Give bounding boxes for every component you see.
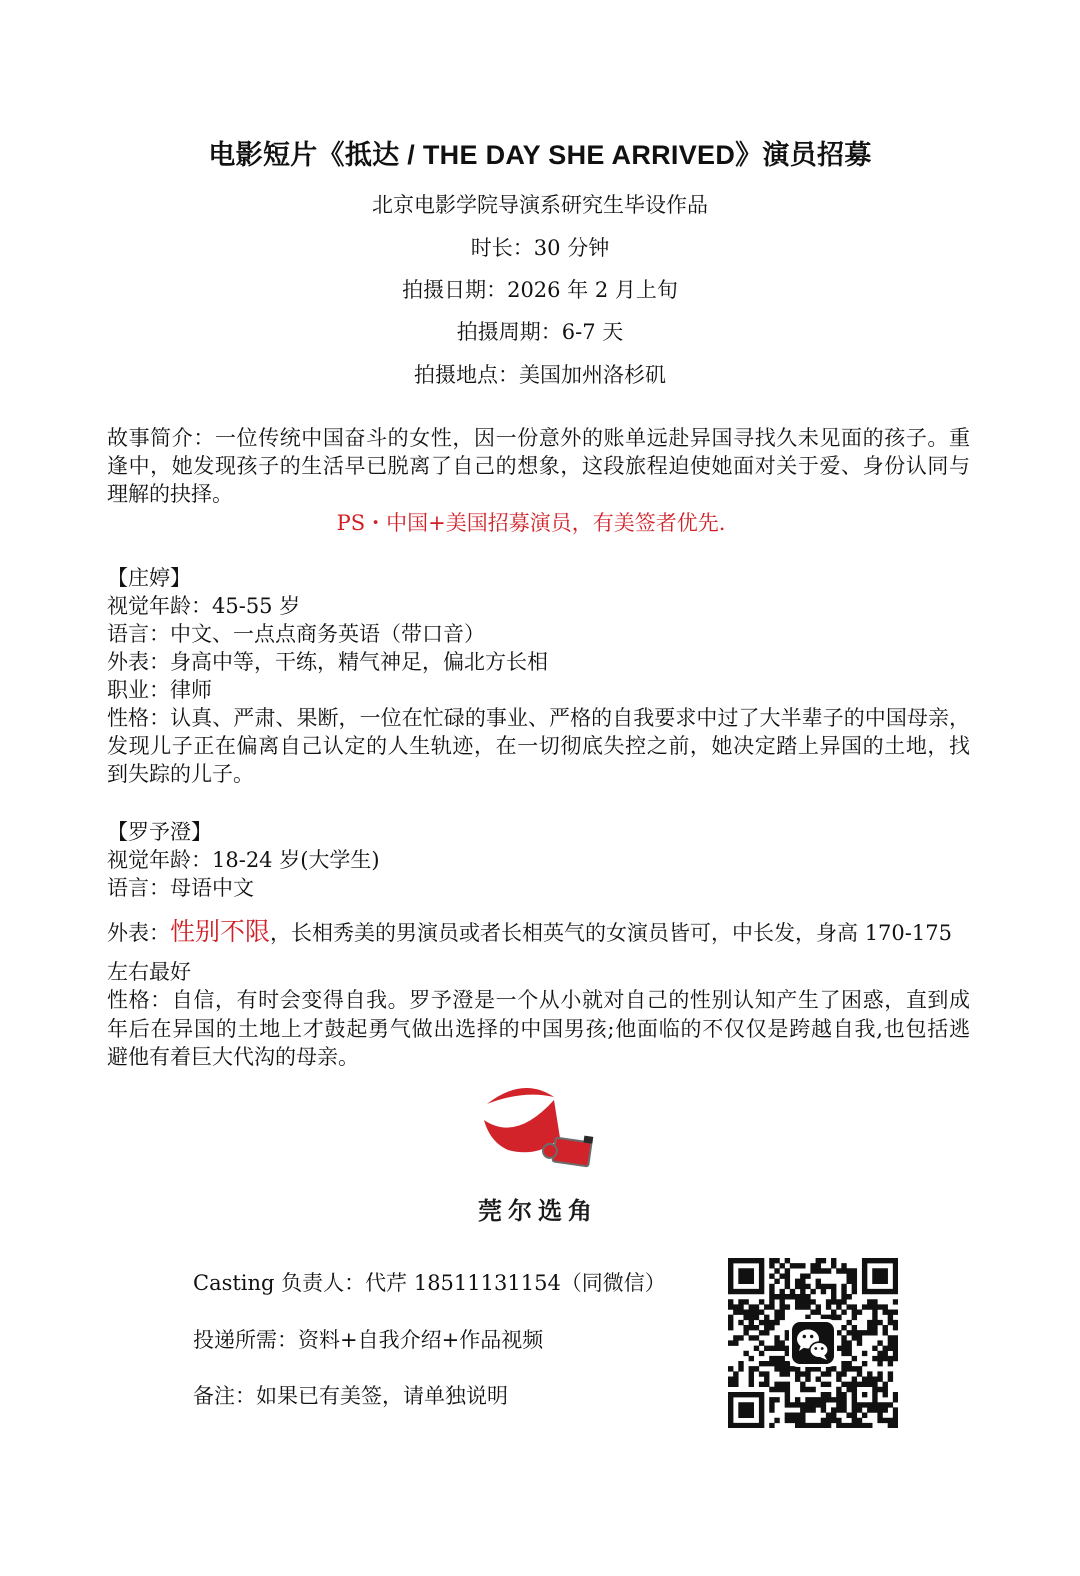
brand-name: 莞尔选角 [478, 1198, 598, 1225]
appearance-text: ，长相秀美的男演员或者长相英气的女演员皆可，中长发，身高 170-175 [270, 921, 952, 945]
role-occupation: 职业：律师 [107, 678, 212, 702]
role-personality [107, 986, 970, 1072]
contact-note: 备注：如果已有美签，请单独说明 [193, 1384, 508, 1408]
contact-casting: Casting 负责人：代芹 18511131154（同微信） [193, 1271, 666, 1295]
role-personality-line: 发现儿子正在偏离自己认定的人生轨迹，在一切彻底失控之前，她决定踏上异国的土地，找 [107, 734, 970, 758]
role-luo-yucheng [107, 818, 970, 902]
contact-submission: 投递所需：资料+自我介绍+作品视频 [193, 1328, 544, 1352]
role-age: 视觉年龄：18-24 岁(大学生) [107, 848, 380, 872]
role-appearance [107, 912, 952, 952]
logo-upper-lip [487, 1088, 554, 1104]
wechat-icon [789, 1319, 837, 1367]
role-personality-line: 性格：自信，有时会变得自我。罗予澄是一个从小就对自己的性别认知产生了困惑，直到成 [107, 988, 970, 1012]
role-personality-line: 避他有着巨大代沟的母亲。 [107, 1045, 359, 1069]
role-language: 语言：中文、一点点商务英语（带口音） [107, 622, 485, 646]
synopsis [107, 424, 970, 508]
role-name: 【庄婷】 [107, 566, 191, 590]
role-appearance: 外表：身高中等，干练，精气神足，偏北方长相 [107, 650, 548, 674]
role-personality-line: 性格：认真、严肃、果断，一位在忙碌的事业、严格的自我要求中过了大半辈子的中国母亲， [107, 706, 970, 730]
synopsis-line: 故事简介：一位传统中国奋斗的女性，因一份意外的账单远赴异国寻找久未见面的孩子。重 [107, 426, 970, 450]
smile-camera-logo-icon [478, 1080, 602, 1176]
role-zhuang-ting [107, 564, 970, 788]
info-duration: 时长：30 分钟 [470, 236, 610, 260]
recruit-notice: PS・中国+美国招募演员，有美签者优先. [336, 511, 726, 535]
synopsis-line: 理解的抉择。 [107, 482, 233, 506]
role-name: 【罗予澄】 [107, 820, 212, 844]
role-age: 视觉年龄：45-55 岁 [107, 594, 301, 618]
appearance-continued: 左右最好 [107, 960, 191, 984]
role-luo-yucheng-continued [107, 958, 970, 986]
synopsis-line: 逢中，她发现孩子的生活早已脱离了自己的想象，这段旅程迫使她面对关于爱、身份认同与 [107, 454, 970, 478]
wechat-qr-code [728, 1258, 898, 1428]
role-personality-line: 年后在异国的土地上才鼓起勇气做出选择的中国男孩;他面临的不仅仅是跨越自我,也包括逃 [107, 1016, 970, 1041]
info-shoot-period: 拍摄周期：6-7 天 [456, 320, 624, 344]
appearance-label: 外表： [107, 921, 170, 945]
appearance-highlight: 性别不限 [170, 917, 271, 946]
role-personality-line: 到失踪的儿子。 [107, 762, 254, 786]
production-subtitle: 北京电影学院导演系研究生毕设作品 [372, 193, 708, 217]
info-location: 拍摄地点：美国加州洛杉矶 [414, 363, 666, 387]
page-title: 电影短片《抵达 / THE DAY SHE ARRIVED》演员招募 [208, 140, 872, 170]
info-shoot-date: 拍摄日期：2026 年 2 月上旬 [402, 278, 678, 302]
role-language: 语言：母语中文 [107, 876, 254, 900]
